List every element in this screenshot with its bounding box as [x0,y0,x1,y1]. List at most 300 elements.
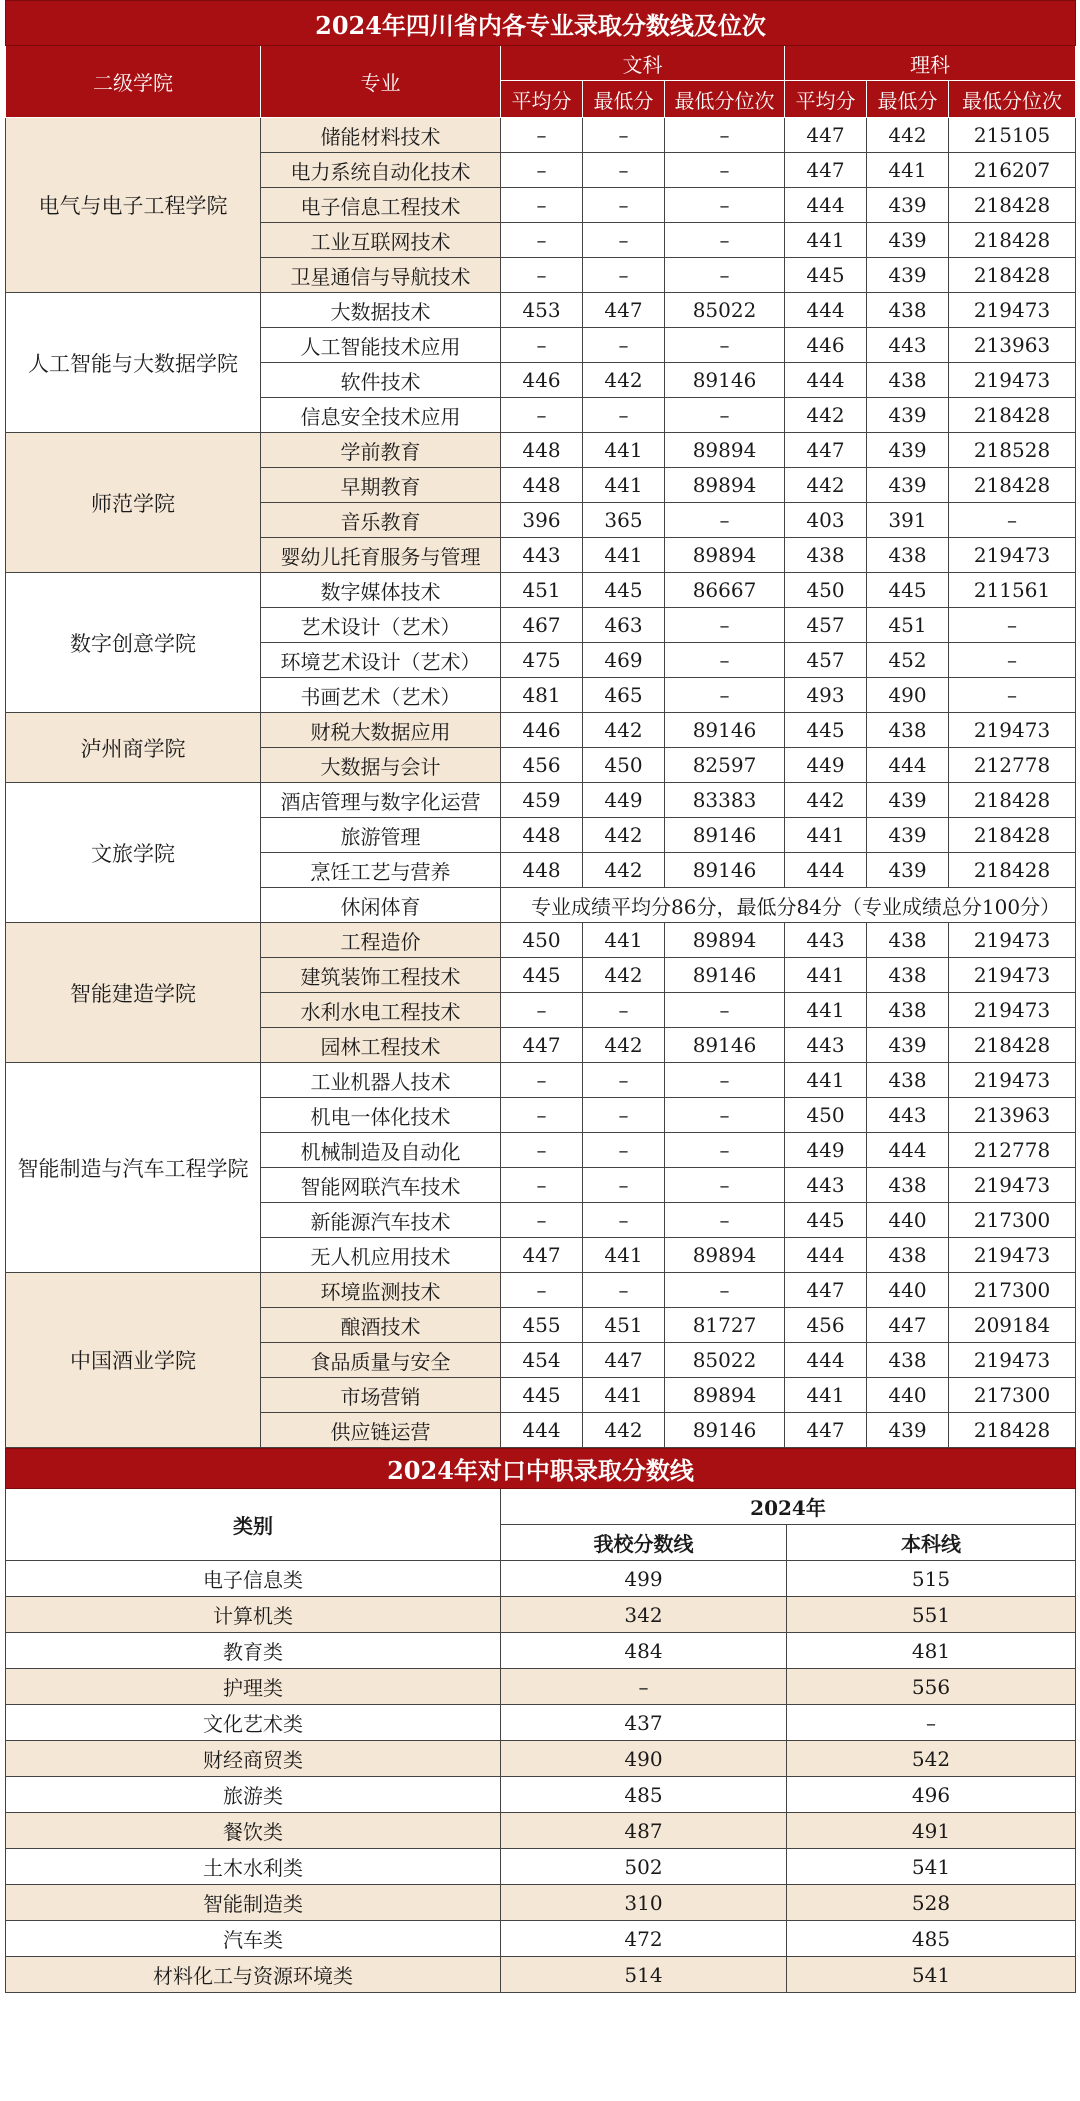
score-cell: 216207 [949,153,1076,188]
major-cell: 工程造价 [261,923,501,958]
major-cell: 环境监测技术 [261,1273,501,1308]
major-cell: 财税大数据应用 [261,713,501,748]
table-row [6,573,1076,608]
score-cell: 438 [867,713,949,748]
score-cell: 439 [867,818,949,853]
score-cell: – [949,608,1076,643]
school-line-cell: 502 [501,1849,787,1885]
score-cell: 448 [501,853,583,888]
score-cell: 89146 [665,1028,785,1063]
score-cell: 219473 [949,993,1076,1028]
table-row [6,1921,1076,1957]
score-cell: 445 [785,713,867,748]
table-row [6,1705,1076,1741]
score-cell: 448 [501,818,583,853]
major-cell: 机电一体化技术 [261,1098,501,1133]
score-cell: 89894 [665,1378,785,1413]
score-cell: 443 [501,538,583,573]
score-cell: – [501,1063,583,1098]
school-line-cell: – [501,1669,787,1705]
score-cell: 442 [583,818,665,853]
major-cell: 艺术设计（艺术） [261,608,501,643]
score-cell: – [501,1273,583,1308]
score-cell: – [501,188,583,223]
table-row [6,433,1076,468]
major-cell: 供应链运营 [261,1413,501,1448]
score-cell: 82597 [665,748,785,783]
score-cell: 209184 [949,1308,1076,1343]
table-row [6,713,1076,748]
score-cell: 218528 [949,433,1076,468]
score-cell: – [583,1063,665,1098]
table-row [6,923,1076,958]
score-cell: 219473 [949,293,1076,328]
score-cell: 438 [867,1343,949,1378]
score-cell: 438 [867,1238,949,1273]
category-cell: 计算机类 [6,1597,501,1633]
subheader-cell: 最低分 [867,81,949,118]
major-cell: 建筑装饰工程技术 [261,958,501,993]
score-cell: 459 [501,783,583,818]
major-header: 专业 [261,46,501,118]
score-cell: 449 [785,1133,867,1168]
score-cell: 451 [583,1308,665,1343]
score-cell: 451 [867,608,949,643]
major-cell: 智能网联汽车技术 [261,1168,501,1203]
college-cell: 数字创意学院 [6,573,261,713]
score-cell: 445 [501,958,583,993]
category-cell: 财经商贸类 [6,1741,501,1777]
score-cell: 219473 [949,1063,1076,1098]
score-cell: – [949,503,1076,538]
score-cell: 444 [785,293,867,328]
school-line-cell: 310 [501,1885,787,1921]
score-cell: 215105 [949,118,1076,153]
undergrad-line-cell: 496 [787,1777,1076,1813]
score-cell: – [501,223,583,258]
score-cell: 438 [867,1063,949,1098]
undergrad-line-cell: 485 [787,1921,1076,1957]
score-cell: 218428 [949,188,1076,223]
score-cell: 439 [867,258,949,293]
school-line-cell: 487 [501,1813,787,1849]
score-cell: 449 [583,783,665,818]
score-cell: 219473 [949,958,1076,993]
year-header: 2024年 [501,1489,1076,1525]
score-cell: 439 [867,1028,949,1063]
score-cell: 455 [501,1308,583,1343]
score-cell: 218428 [949,258,1076,293]
score-cell: 449 [785,748,867,783]
score-cell: 446 [501,363,583,398]
score-cell: 441 [583,538,665,573]
score-cell: 443 [785,1028,867,1063]
score-cell: 448 [501,433,583,468]
score-cell: 438 [867,1168,949,1203]
score-cell: – [583,1168,665,1203]
score-cell: 212778 [949,1133,1076,1168]
score-cell: 440 [867,1273,949,1308]
score-cell: – [583,1273,665,1308]
score-cell: 219473 [949,713,1076,748]
score-cell: 89894 [665,538,785,573]
score-cell: 447 [501,1238,583,1273]
table-row [6,1777,1076,1813]
table-title: 2024年四川省内各专业录取分数线及位次 [6,1,1076,46]
table-row [6,1741,1076,1777]
score-cell: 441 [785,1063,867,1098]
score-cell: 217300 [949,1273,1076,1308]
score-cell: 463 [583,608,665,643]
score-cell: 445 [501,1378,583,1413]
major-cell: 无人机应用技术 [261,1238,501,1273]
major-cell: 大数据技术 [261,293,501,328]
score-cell: 438 [867,923,949,958]
score-cell: 442 [785,398,867,433]
score-cell: 441 [785,223,867,258]
category-header: 类别 [6,1489,501,1561]
score-cell: 440 [867,1378,949,1413]
table-row [6,293,1076,328]
score-cell: 450 [785,1098,867,1133]
score-cell: 490 [867,678,949,713]
score-cell: 219473 [949,923,1076,958]
score-cell: – [665,1098,785,1133]
major-cell: 储能材料技术 [261,118,501,153]
score-cell: – [665,1273,785,1308]
score-cell: 439 [867,223,949,258]
score-cell: – [501,1133,583,1168]
score-cell: 443 [785,923,867,958]
category-cell: 材料化工与资源环境类 [6,1957,501,1993]
undergrad-line-cell: 515 [787,1561,1076,1597]
score-cell: 447 [785,1273,867,1308]
major-cell: 旅游管理 [261,818,501,853]
score-cell: – [665,1203,785,1238]
subheader-cell: 最低分 [583,81,665,118]
score-cell: 442 [785,468,867,503]
score-cell: 444 [501,1413,583,1448]
subheader-cell: 平均分 [785,81,867,118]
score-cell: 218428 [949,783,1076,818]
score-cell: 443 [785,1168,867,1203]
score-cell: – [583,188,665,223]
score-cell: 365 [583,503,665,538]
score-cell: 403 [785,503,867,538]
subheader-cell: 平均分 [501,81,583,118]
table-row [6,1597,1076,1633]
major-cell: 环境艺术设计（艺术） [261,643,501,678]
score-cell: 465 [583,678,665,713]
score-cell: 89894 [665,433,785,468]
table-row [6,1669,1076,1705]
score-cell: 450 [501,923,583,958]
score-cell: – [665,993,785,1028]
score-cell: – [665,1063,785,1098]
score-cell: 442 [583,958,665,993]
score-cell: 218428 [949,398,1076,433]
score-cell: 439 [867,188,949,223]
table-row [6,118,1076,153]
score-cell: 219473 [949,1343,1076,1378]
score-cell: 451 [501,573,583,608]
score-cell: – [583,223,665,258]
major-cell: 酿酒技术 [261,1308,501,1343]
score-cell: 83383 [665,783,785,818]
undergrad-line-cell: 542 [787,1741,1076,1777]
score-cell: 447 [501,1028,583,1063]
table-row [6,783,1076,818]
college-cell: 中国酒业学院 [6,1273,261,1448]
score-cell: 442 [785,783,867,818]
score-cell: – [949,678,1076,713]
score-cell: 445 [785,258,867,293]
score-cell: 439 [867,783,949,818]
major-cell: 早期教育 [261,468,501,503]
undergrad-line-cell: 556 [787,1669,1076,1705]
major-cell: 软件技术 [261,363,501,398]
undergrad-line-cell: 551 [787,1597,1076,1633]
score-cell: 218428 [949,1028,1076,1063]
score-cell: 447 [785,1413,867,1448]
score-cell: – [583,328,665,363]
score-cell: 440 [867,1203,949,1238]
score-cell: 444 [785,1238,867,1273]
score-cell: – [665,258,785,293]
score-cell: – [665,643,785,678]
school-line-cell: 490 [501,1741,787,1777]
score-cell: 217300 [949,1203,1076,1238]
score-cell: 439 [867,468,949,503]
score-cell: 446 [785,328,867,363]
major-cell: 工业机器人技术 [261,1063,501,1098]
score-cell: 469 [583,643,665,678]
school-line-cell: 472 [501,1921,787,1957]
major-cell: 音乐教育 [261,503,501,538]
score-cell: 444 [867,1133,949,1168]
score-cell: 441 [583,1378,665,1413]
score-cell: – [583,398,665,433]
undergrad-line-header: 本科线 [787,1525,1076,1561]
score-cell: 218428 [949,223,1076,258]
score-cell: – [665,328,785,363]
score-cell: 89894 [665,923,785,958]
score-cell: 439 [867,398,949,433]
score-cell: 457 [785,608,867,643]
score-cell: – [501,398,583,433]
score-cell: 444 [785,363,867,398]
score-cell: 493 [785,678,867,713]
college-header: 二级学院 [6,46,261,118]
score-cell: 219473 [949,363,1076,398]
score-cell: – [665,223,785,258]
college-cell: 师范学院 [6,433,261,573]
score-cell: 442 [583,853,665,888]
major-cell: 人工智能技术应用 [261,328,501,363]
subheader-cell: 最低分位次 [665,81,785,118]
score-cell: – [501,328,583,363]
major-cell: 工业互联网技术 [261,223,501,258]
school-line-header: 我校分数线 [501,1525,787,1561]
score-cell: 438 [867,993,949,1028]
score-cell: 89146 [665,363,785,398]
score-cell: – [665,188,785,223]
score-cell: 89894 [665,468,785,503]
score-cell: 444 [785,188,867,223]
score-cell: 438 [867,293,949,328]
admission-scores-table [5,0,1076,1448]
category-cell: 旅游类 [6,1777,501,1813]
score-cell: – [665,153,785,188]
score-cell: – [583,258,665,293]
score-cell: – [501,1098,583,1133]
score-cell: 447 [785,433,867,468]
major-cell: 大数据与会计 [261,748,501,783]
table-row [6,1957,1076,1993]
score-cell: 85022 [665,1343,785,1378]
score-cell: 454 [501,1343,583,1378]
score-cell: 85022 [665,293,785,328]
category-cell: 护理类 [6,1669,501,1705]
score-cell: 441 [583,433,665,468]
table-row [6,1063,1076,1098]
score-cell: 219473 [949,1168,1076,1203]
major-cell: 电子信息工程技术 [261,188,501,223]
score-cell: 445 [785,1203,867,1238]
score-cell: 445 [583,573,665,608]
score-cell: 89146 [665,713,785,748]
score-cell: 442 [583,1028,665,1063]
score-cell: 217300 [949,1378,1076,1413]
score-cell: 457 [785,643,867,678]
major-cell: 食品质量与安全 [261,1343,501,1378]
score-cell: 441 [583,1238,665,1273]
score-cell: 218428 [949,1413,1076,1448]
score-cell: – [949,643,1076,678]
major-cell: 数字媒体技术 [261,573,501,608]
score-cell: 450 [785,573,867,608]
school-line-cell: 514 [501,1957,787,1993]
category-cell: 教育类 [6,1633,501,1669]
score-cell: – [665,1133,785,1168]
score-cell: 445 [867,573,949,608]
score-cell: 442 [867,118,949,153]
score-cell: 442 [583,1413,665,1448]
score-cell: 438 [785,538,867,573]
major-cell: 酒店管理与数字化运营 [261,783,501,818]
score-cell: 441 [785,818,867,853]
score-cell: 89146 [665,1413,785,1448]
score-cell: 450 [583,748,665,783]
college-cell: 智能建造学院 [6,923,261,1063]
score-cell: – [583,1098,665,1133]
major-cell: 水利水电工程技术 [261,993,501,1028]
score-cell: 439 [867,433,949,468]
score-cell: 444 [785,853,867,888]
score-cell: – [665,1168,785,1203]
score-cell: 441 [785,1378,867,1413]
score-cell: 447 [583,293,665,328]
school-line-cell: 485 [501,1777,787,1813]
score-cell: 448 [501,468,583,503]
score-cell: 453 [501,293,583,328]
score-cell: – [583,993,665,1028]
score-cell: 443 [867,328,949,363]
college-cell: 泸州商学院 [6,713,261,783]
school-line-cell: 499 [501,1561,787,1597]
college-cell: 文旅学院 [6,783,261,923]
category-cell: 餐饮类 [6,1813,501,1849]
undergrad-line-cell: – [787,1705,1076,1741]
score-cell: 443 [867,1098,949,1133]
table-row [6,1561,1076,1597]
score-cell: 442 [583,363,665,398]
score-cell: 441 [785,993,867,1028]
score-cell: 81727 [665,1308,785,1343]
table-row [6,1633,1076,1669]
category-cell: 智能制造类 [6,1885,501,1921]
table-title: 2024年对口中职录取分数线 [6,1449,1076,1489]
subheader-cell: 最低分位次 [949,81,1076,118]
score-cell: 218428 [949,818,1076,853]
table-row [6,1813,1076,1849]
major-cell: 机械制造及自动化 [261,1133,501,1168]
major-cell: 信息安全技术应用 [261,398,501,433]
undergrad-line-cell: 541 [787,1957,1076,1993]
score-cell: 438 [867,363,949,398]
undergrad-line-cell: 541 [787,1849,1076,1885]
score-cell: 441 [785,958,867,993]
score-cell: – [665,678,785,713]
score-cell: 456 [785,1308,867,1343]
score-cell: – [665,118,785,153]
score-cell: 86667 [665,573,785,608]
major-cell: 烹饪工艺与营养 [261,853,501,888]
major-cell: 市场营销 [261,1378,501,1413]
score-cell: 213963 [949,328,1076,363]
score-cell: 218428 [949,468,1076,503]
score-cell: 447 [583,1343,665,1378]
major-cell: 新能源汽车技术 [261,1203,501,1238]
note-cell: 专业成绩平均分86分，最低分84分（专业成绩总分100分） [501,888,1076,923]
score-cell: – [583,118,665,153]
college-cell: 人工智能与大数据学院 [6,293,261,433]
score-cell: 391 [867,503,949,538]
score-cell: 89146 [665,853,785,888]
major-cell: 电力系统自动化技术 [261,153,501,188]
score-cell: 212778 [949,748,1076,783]
score-cell: – [501,1168,583,1203]
score-cell: 444 [867,748,949,783]
category-cell: 汽车类 [6,1921,501,1957]
score-cell: 481 [501,678,583,713]
score-cell: 444 [785,1343,867,1378]
score-cell: 439 [867,853,949,888]
score-cell: 456 [501,748,583,783]
college-cell: 电气与电子工程学院 [6,118,261,293]
score-cell: 447 [867,1308,949,1343]
score-cell: – [501,1203,583,1238]
school-line-cell: 484 [501,1633,787,1669]
score-cell: 438 [867,538,949,573]
like-header: 理科 [785,46,1076,81]
major-cell: 卫星通信与导航技术 [261,258,501,293]
table-row [6,1849,1076,1885]
major-cell: 学前教育 [261,433,501,468]
school-line-cell: 437 [501,1705,787,1741]
major-cell: 休闲体育 [261,888,501,923]
score-cell: – [501,258,583,293]
